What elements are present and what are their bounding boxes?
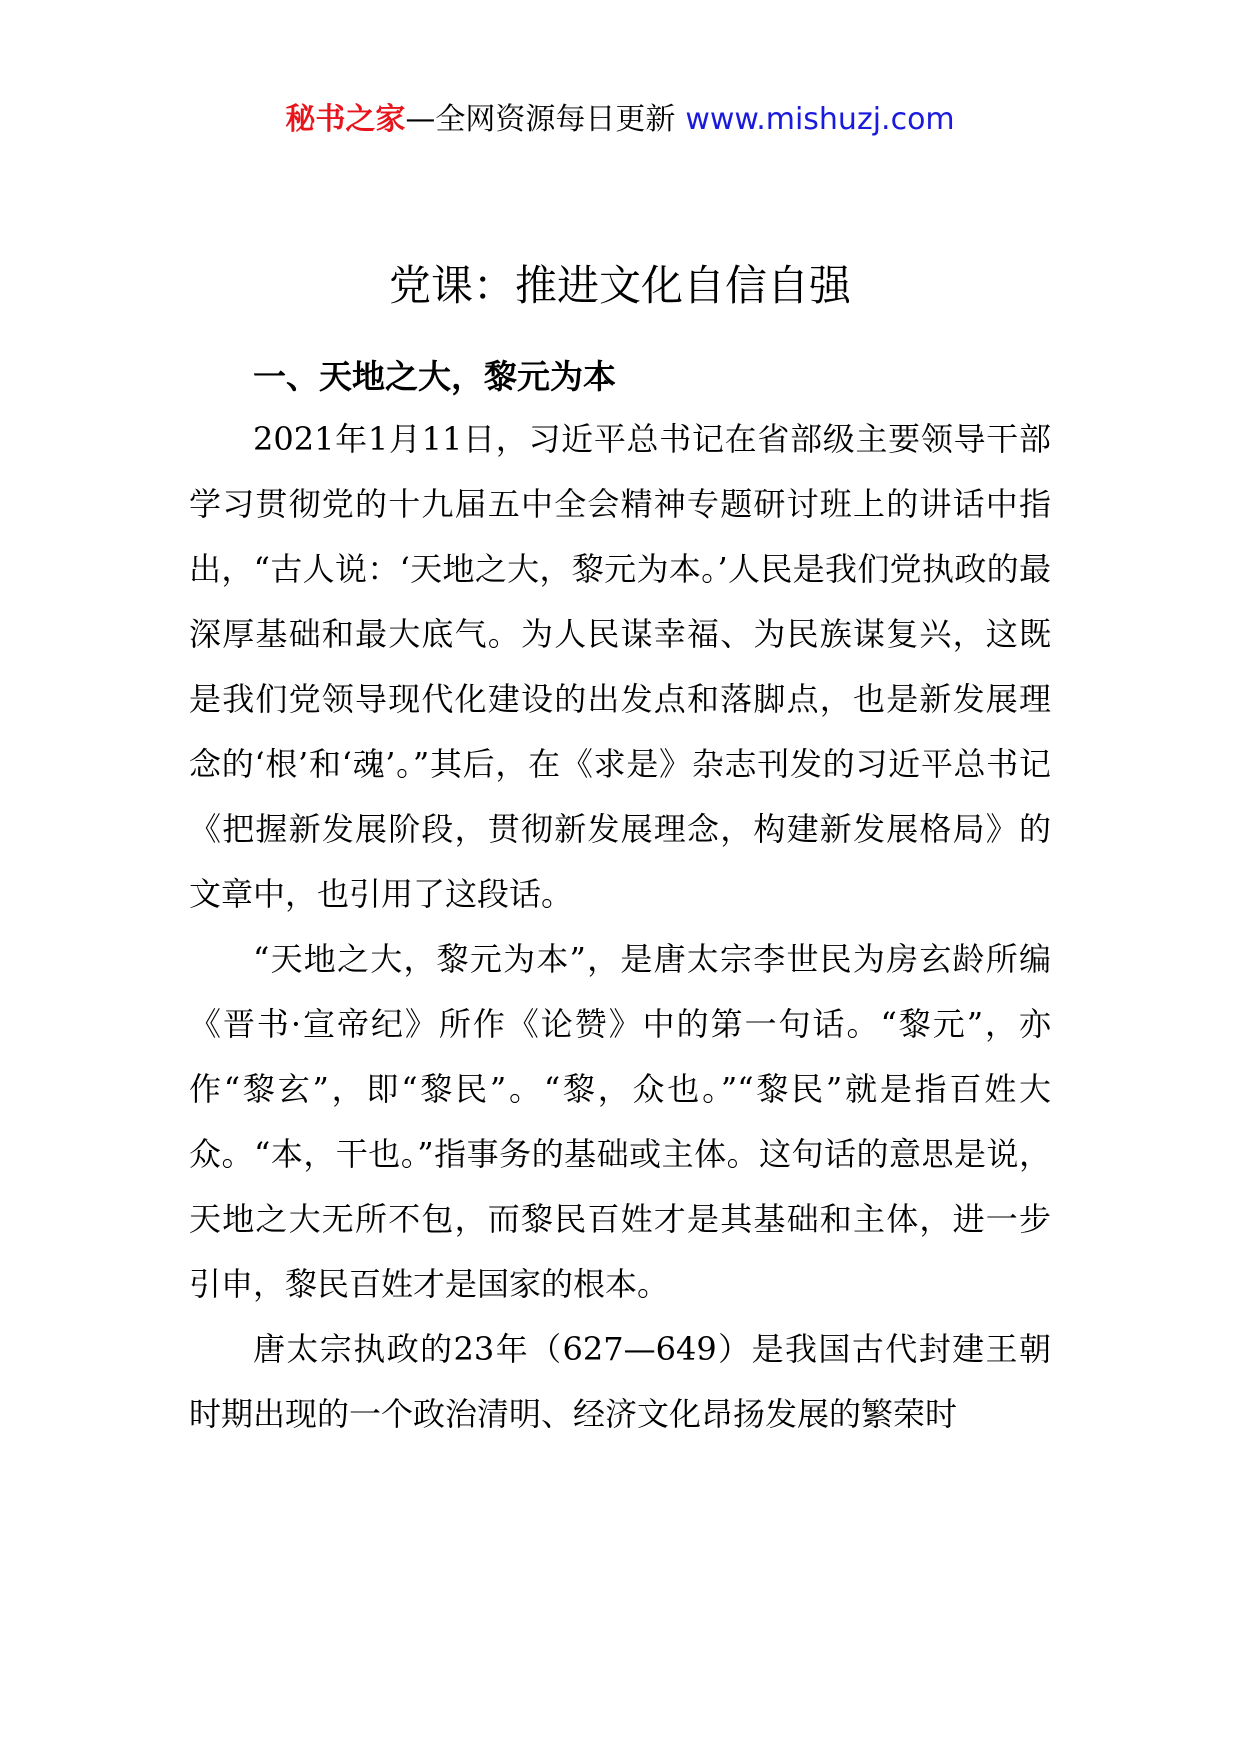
body-paragraph: “天地之大，黎元为本”，是唐太宗李世民为房玄龄所编《晋书·宣帝纪》所作《论赞》中的第一句话。“黎元”，亦作“黎玄”，即“黎民”。“黎，众也。”“黎民”就是指百姓大众。“本，干也。”指事务的基础或主体。这句话的意思是说，天地之大无所不包，而黎民百姓才是其基础和主体，进一步引申，黎民百姓才是国家的根本。 (189, 940, 1051, 1303)
site-header (0, 100, 1240, 140)
document-title: 党课：推进文化自信自强 (388, 261, 851, 310)
site-url-link[interactable]: www.mishuzj.com (685, 102, 955, 137)
document-body (189, 347, 1051, 1447)
site-brand: 秘书之家 (285, 102, 406, 137)
body-paragraph: 唐太宗执政的23年（627—649）是我国古代封建王朝时期出现的一个政治清明、经济文化昂扬发展的繁荣时 (189, 1330, 1051, 1433)
site-slogan: —全网资源每日更新 (405, 102, 676, 137)
body-paragraph: 2021年1月11日，习近平总书记在省部级主要领导干部学习贯彻党的十九届五中全会精神专题研讨班上的讲话中指出，“古人说：‘天地之大，黎元为本。’人民是我们党执政的最深厚基础和最大底气。为人民谋幸福、为民族谋复兴，这既是我们党领导现代化建设的出发点和落脚点，也是新发展理念的‘根’和‘魂’。”其后，在《求是》杂志刊发的习近平总书记《把握新发展阶段，贯彻新发展理念，构建新发展格局》的文章中，也引用了这段话。 (189, 420, 1051, 913)
section-heading: 一、天地之大，黎元为本 (253, 357, 616, 396)
